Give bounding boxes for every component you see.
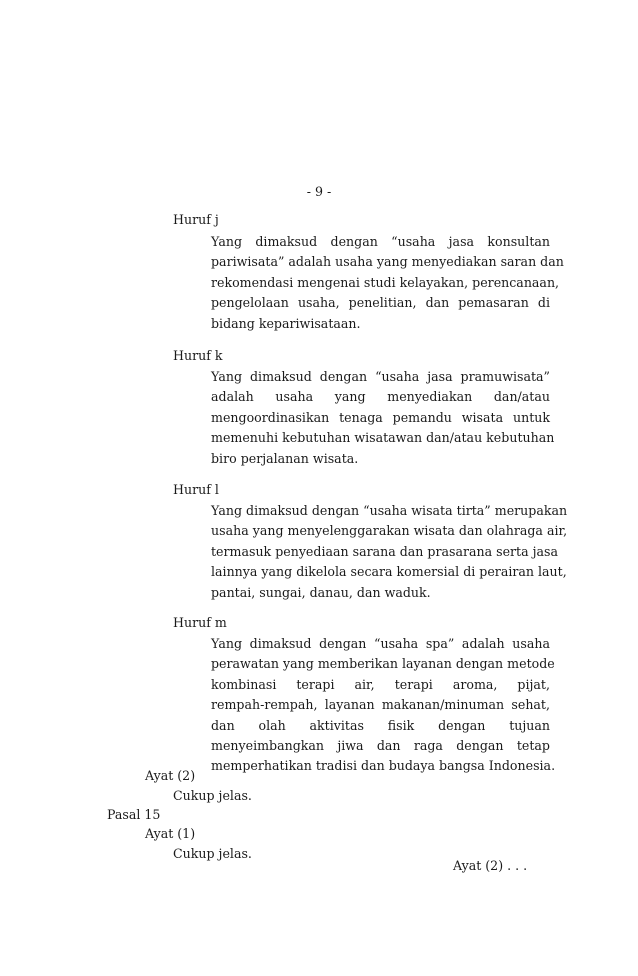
ayat-2-text: Cukup jelas. <box>173 788 252 803</box>
pasal-15-heading: Pasal 15 <box>107 807 161 822</box>
section-heading-huruf-k: Huruf k <box>173 348 223 363</box>
paragraph-line: pengelolaan usaha, penelitian, dan pemasaran di <box>211 295 550 311</box>
paragraph-line: adalah usaha yang menyediakan dan/atau <box>211 389 550 405</box>
paragraph-line: rempah-rempah, layanan makanan/minuman sehat, <box>211 697 550 713</box>
paragraph-line: Yang dimaksud dengan “usaha spa” adalah usaha <box>211 636 550 651</box>
paragraph-line: menyeimbangkan jiwa dan raga dengan tetap <box>211 737 550 753</box>
paragraph-line: memperhatikan tradisi dan budaya bangsa Indonesia. <box>211 758 556 774</box>
paragraph-line: dan olah aktivitas fisik dengan tujuan <box>211 717 550 733</box>
page-number: - 9 - <box>306 184 332 199</box>
pasal-15-ayat-1-heading: Ayat (1) <box>145 826 196 841</box>
section-heading-huruf-j: Huruf j <box>173 212 219 227</box>
paragraph-line: Yang dimaksud dengan “usaha jasa pramuwisata” <box>211 369 550 384</box>
section-paragraph-huruf-l <box>211 501 568 603</box>
paragraph-line: Yang dimaksud dengan “usaha wisata tirta” merupakan <box>211 503 568 518</box>
pasal-15-ayat-1-text: Cukup jelas. <box>173 846 252 861</box>
paragraph-line: mengoordinasikan tenaga pemandu wisata untuk <box>211 409 550 425</box>
paragraph-line: kombinasi terapi air, terapi aroma, pijat, <box>211 676 550 692</box>
ayat-2-heading: Ayat (2) <box>145 768 196 783</box>
paragraph-line: pariwisata” adalah usaha yang menyediakan saran dan <box>211 254 564 270</box>
section-paragraph-huruf-j <box>211 232 564 334</box>
section-paragraph-huruf-k <box>211 367 555 469</box>
paragraph-line: termasuk penyediaan sarana dan prasarana serta jasa <box>211 543 559 559</box>
paragraph-line: lainnya yang dikelola secara komersial di perairan laut, <box>211 564 567 580</box>
section-paragraph-huruf-m <box>211 634 556 777</box>
section-heading-huruf-m: Huruf m <box>173 615 227 630</box>
paragraph-line: bidang kepariwisataan. <box>211 315 361 331</box>
paragraph-line: pantai, sungai, danau, dan waduk. <box>211 584 431 600</box>
section-heading-huruf-l: Huruf l <box>173 482 219 497</box>
continuation-catchword: Ayat (2) . . . <box>453 858 528 873</box>
paragraph-line: memenuhi kebutuhan wisatawan dan/atau kebutuhan <box>211 430 555 446</box>
paragraph-line: perawatan yang memberikan layanan dengan metode <box>211 656 555 672</box>
paragraph-line: Yang dimaksud dengan “usaha jasa konsultan <box>211 234 550 249</box>
paragraph-line: rekomendasi mengenai studi kelayakan, perencanaan, <box>211 274 560 290</box>
paragraph-line: biro perjalanan wisata. <box>211 450 359 466</box>
paragraph-line: usaha yang menyelenggarakan wisata dan olahraga air, <box>211 523 568 539</box>
